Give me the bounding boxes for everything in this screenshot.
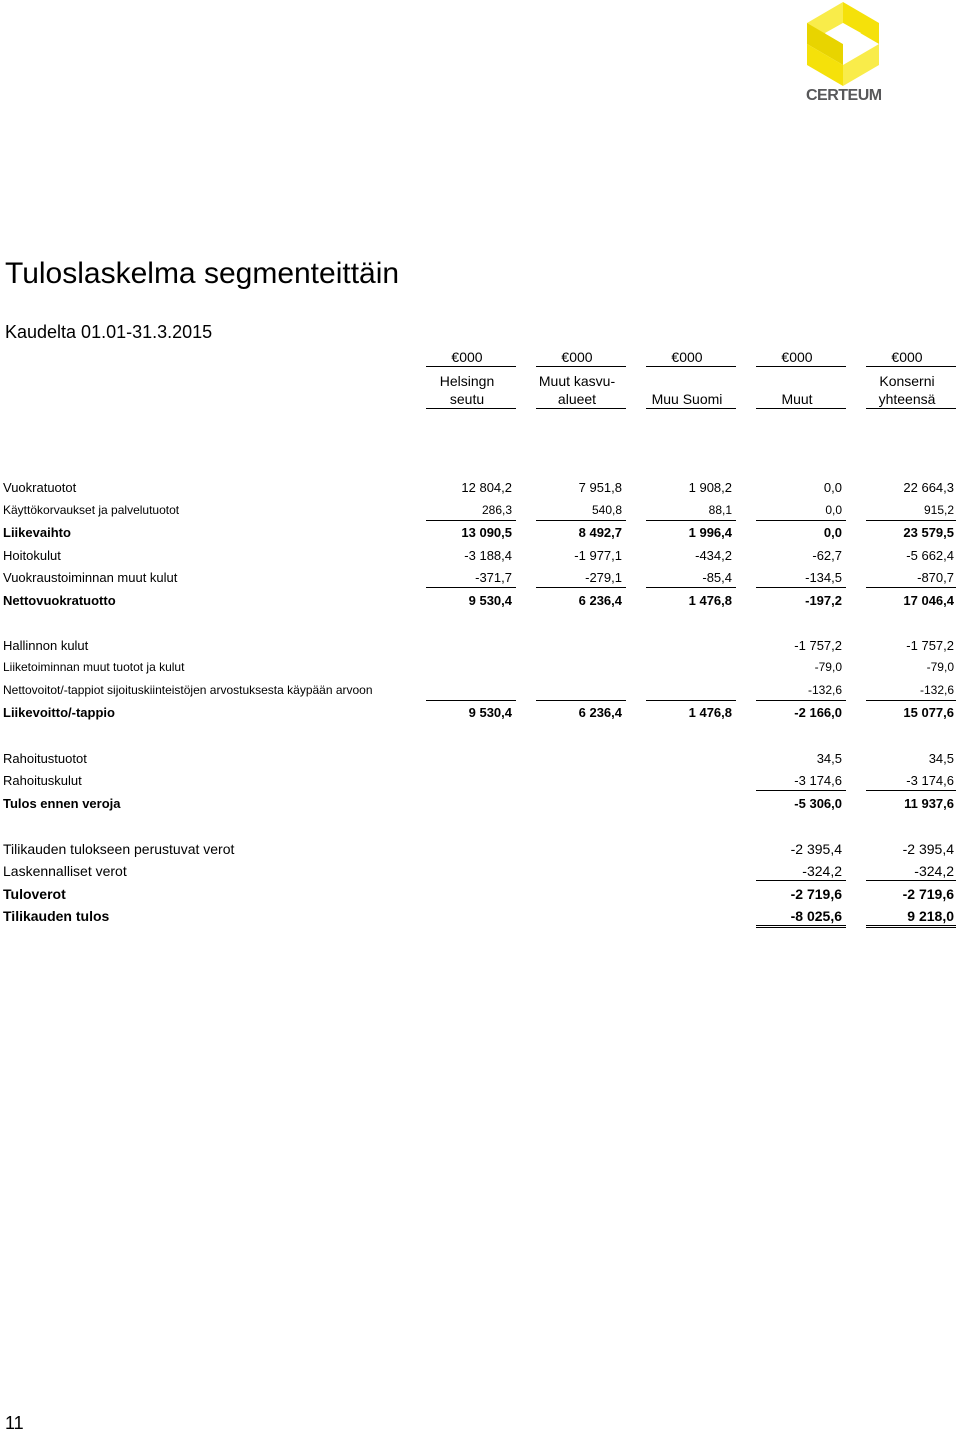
table-row	[0, 751, 960, 771]
cell-kasvu: -1 977,1	[574, 548, 622, 563]
row-label: Liiketoiminnan muut tuotot ja kulut	[3, 660, 185, 674]
period-label: Kaudelta 01.01-31.3.2015	[5, 322, 213, 342]
row-label: Nettovuokratuotto	[3, 593, 116, 608]
sum-rule	[756, 520, 846, 521]
sum-rule	[866, 925, 956, 926]
row-label: Vuokraustoiminnan muut kulut	[3, 570, 178, 585]
sum-rule	[536, 520, 626, 521]
header-rule	[866, 366, 956, 367]
cell-muut: 0,0	[823, 480, 842, 495]
header-rule	[536, 366, 626, 367]
col-currency-kasvu: €000	[561, 349, 593, 365]
sum-rule	[426, 520, 516, 521]
cell-helsinki: -371,7	[475, 570, 512, 585]
sum-rule	[756, 925, 846, 926]
cell-muut: -1 757,2	[794, 638, 842, 653]
row-label: Laskennalliset verot	[3, 863, 127, 879]
table-row	[0, 841, 960, 861]
table-row	[0, 886, 960, 906]
cell-muut: 0,0	[825, 503, 842, 517]
cell-konserni: -2 719,6	[902, 886, 954, 902]
cell-kasvu: 540,8	[591, 503, 622, 517]
sum-rule	[646, 520, 736, 521]
page-title: Tuloslaskelma segmenteittäin	[5, 257, 400, 290]
total-rule	[866, 927, 956, 928]
cell-konserni: 34,5	[928, 751, 954, 766]
col-header-konserni-2: yhteensä	[878, 391, 936, 407]
cell-konserni: -3 174,6	[906, 773, 954, 788]
sum-rule	[756, 700, 846, 701]
header-rule	[646, 408, 736, 409]
row-label: Tulos ennen veroja	[3, 796, 121, 811]
col-currency-helsinki: €000	[451, 349, 483, 365]
row-label: Tilikauden tulos	[3, 908, 110, 924]
sum-rule	[756, 880, 846, 881]
cell-muut: 34,5	[816, 751, 842, 766]
cell-muut: -2 719,6	[790, 886, 842, 902]
cell-muut: -324,2	[802, 863, 842, 879]
cell-muut: -79,0	[814, 660, 842, 674]
header-rule	[866, 408, 956, 409]
cell-muut: -197,2	[805, 593, 842, 608]
header-rule	[756, 366, 846, 367]
cell-helsinki: 12 804,2	[461, 480, 512, 495]
certeum-wordmark: CERTEUM	[806, 87, 882, 104]
cell-konserni: 915,2	[923, 503, 954, 517]
table-row	[0, 705, 960, 725]
cell-konserni: -5 662,4	[906, 548, 954, 563]
cell-konserni: 22 664,3	[903, 480, 954, 495]
cell-konserni: -79,0	[926, 660, 954, 674]
cell-muut: 0,0	[823, 525, 842, 540]
row-label: Rahoitustuotot	[3, 751, 87, 766]
col-header-helsinki-1: Helsingn	[439, 373, 495, 389]
cell-muu-suomi: -85,4	[702, 570, 732, 585]
sum-rule	[866, 790, 956, 791]
header-rule	[426, 366, 516, 367]
cell-kasvu: 7 951,8	[578, 480, 622, 495]
col-currency-muu-suomi: €000	[671, 349, 703, 365]
row-label: Liikevoitto/-tappio	[3, 705, 115, 720]
col-header-konserni-1: Konserni	[879, 373, 935, 389]
cell-muu-suomi: 1 476,8	[688, 705, 732, 720]
col-header-helsinki-2: seutu	[449, 391, 485, 407]
cell-helsinki: 9 530,4	[468, 705, 512, 720]
sum-rule	[866, 587, 956, 588]
row-label: Liikevaihto	[3, 525, 71, 540]
cell-muu-suomi: 1 908,2	[688, 480, 732, 495]
header-rule	[426, 408, 516, 409]
cell-muut: -134,5	[805, 570, 842, 585]
sum-rule	[536, 587, 626, 588]
table-row	[0, 593, 960, 613]
cell-konserni: 23 579,5	[903, 525, 954, 540]
cell-muut: -2 395,4	[790, 841, 842, 857]
cell-muut: -2 166,0	[794, 705, 842, 720]
page-number: 11	[5, 1413, 24, 1433]
sum-rule	[426, 587, 516, 588]
sum-rule	[756, 587, 846, 588]
row-label: Hallinnon kulut	[3, 638, 89, 653]
header-rule	[646, 366, 736, 367]
sum-rule	[536, 700, 626, 701]
sum-rule	[866, 880, 956, 881]
cell-konserni: 11 937,6	[904, 796, 954, 811]
cell-konserni: -132,6	[919, 683, 954, 697]
cell-konserni: -2 395,4	[902, 841, 954, 857]
row-label: Nettovoitot/-tappiot sijoituskiinteistöjen arvostuksesta käypään arvoon	[3, 683, 373, 697]
sum-rule	[646, 700, 736, 701]
table-row	[0, 525, 960, 545]
cell-kasvu: 6 236,4	[578, 705, 622, 720]
table-row	[0, 796, 960, 816]
total-rule	[756, 927, 846, 928]
cell-kasvu: 6 236,4	[578, 593, 622, 608]
sum-rule	[646, 587, 736, 588]
col-currency-konserni: €000	[891, 349, 923, 365]
sum-rule	[426, 700, 516, 701]
row-label: Käyttökorvaukset ja palvelutuotot	[3, 503, 180, 517]
table-row	[0, 638, 960, 658]
sum-rule	[866, 700, 956, 701]
cell-helsinki: 9 530,4	[468, 593, 512, 608]
cell-konserni: -870,7	[917, 570, 954, 585]
cell-konserni: -324,2	[914, 863, 954, 879]
cell-helsinki: -3 188,4	[464, 548, 512, 563]
col-header-kasvu-2: alueet	[557, 391, 597, 407]
cell-muut: -5 306,0	[794, 796, 842, 811]
row-label: Hoitokulut	[3, 548, 61, 563]
table-row	[0, 480, 960, 500]
header-rule	[536, 408, 626, 409]
cell-kasvu: -279,1	[585, 570, 622, 585]
header-rule	[756, 408, 846, 409]
row-label: Tilikauden tulokseen perustuvat verot	[3, 841, 235, 857]
cell-kasvu: 8 492,7	[578, 525, 622, 540]
cell-muu-suomi: 1 996,4	[688, 525, 732, 540]
table-row	[0, 660, 960, 680]
cell-muu-suomi: -434,2	[695, 548, 732, 563]
col-header-muu-suomi-2: Muu Suomi	[651, 391, 723, 407]
certeum-logo-mark-icon	[803, 2, 883, 87]
cell-konserni: 9 218,0	[907, 908, 954, 924]
cell-muut: -8 025,6	[790, 908, 842, 924]
cell-konserni: 15 077,6	[903, 705, 954, 720]
cell-muu-suomi: 1 476,8	[688, 593, 732, 608]
sum-rule	[866, 520, 956, 521]
cell-helsinki: 286,3	[481, 503, 512, 517]
col-header-muut-2: Muut	[781, 391, 813, 407]
cell-muut: -62,7	[812, 548, 842, 563]
col-currency-muut: €000	[781, 349, 813, 365]
row-label: Tuloverot	[3, 886, 66, 902]
cell-muut: -3 174,6	[794, 773, 842, 788]
row-label: Vuokratuotot	[3, 480, 77, 495]
cell-muu-suomi: 88,1	[708, 503, 732, 517]
cell-helsinki: 13 090,5	[461, 525, 512, 540]
cell-konserni: -1 757,2	[906, 638, 954, 653]
table-row	[0, 548, 960, 568]
col-header-kasvu-1: Muut kasvu-	[538, 373, 616, 389]
cell-muut: -132,6	[807, 683, 842, 697]
cell-konserni: 17 046,4	[903, 593, 954, 608]
row-label: Rahoituskulut	[3, 773, 82, 788]
sum-rule	[756, 790, 846, 791]
